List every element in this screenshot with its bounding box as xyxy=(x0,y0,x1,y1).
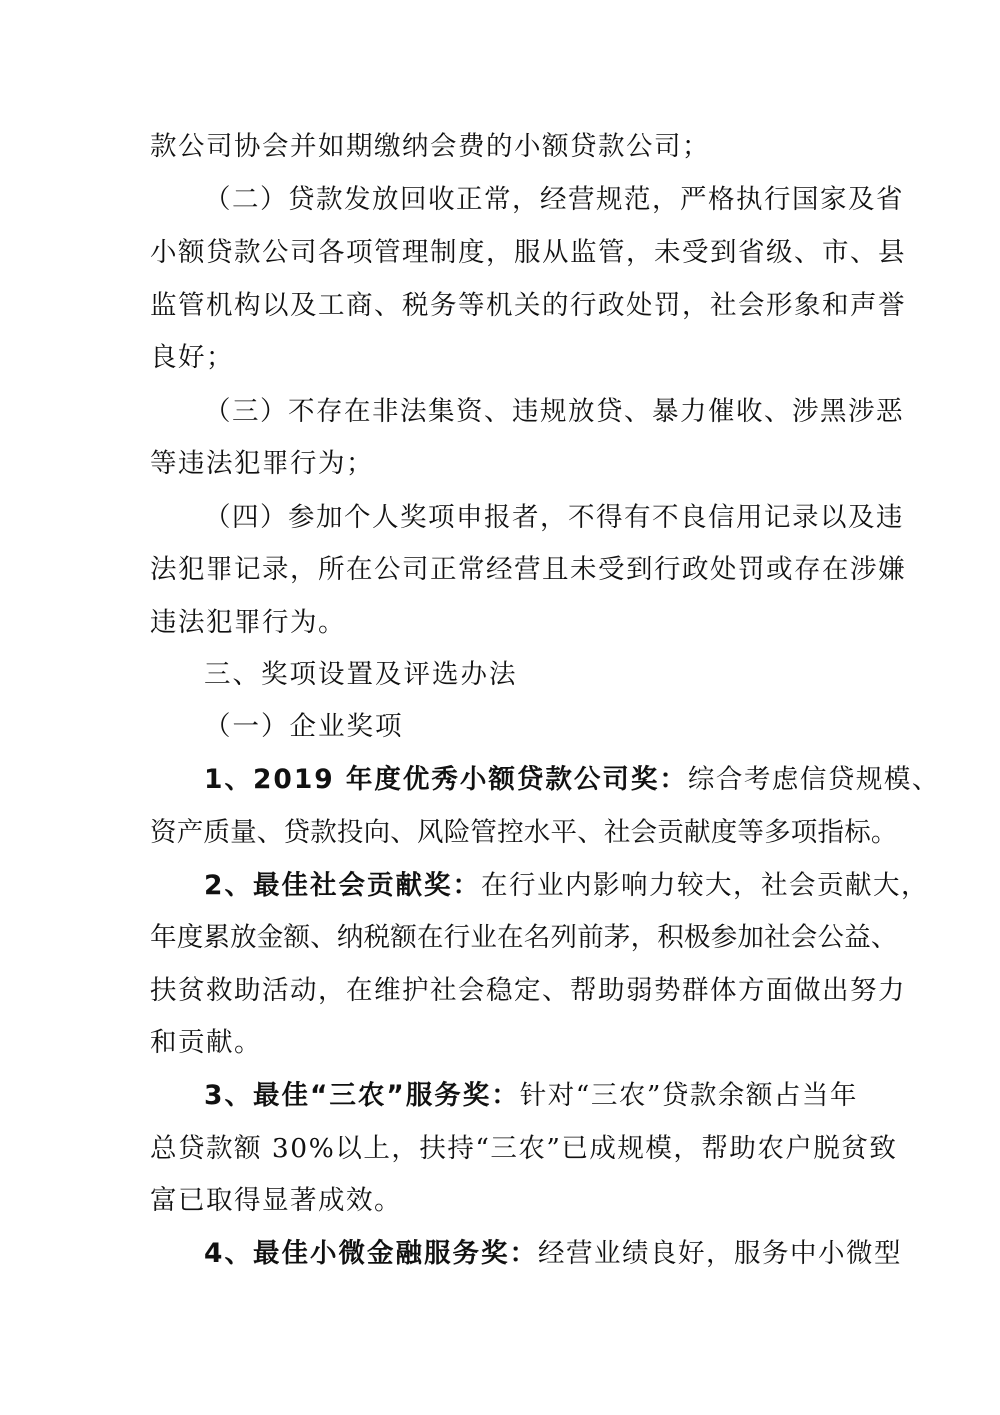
paragraph-line xyxy=(150,286,906,326)
line-text: 等违法犯罪行为； xyxy=(150,448,374,479)
line-text: 针对“三农”贷款余额占当年 xyxy=(519,1080,858,1111)
paragraph-line xyxy=(150,550,906,590)
line-text: 经营业绩良好，服务中小微型 xyxy=(537,1238,902,1269)
award-title: 3、最佳“三农”服务奖： xyxy=(204,1080,520,1111)
paragraph-line xyxy=(204,866,929,906)
heading-text: （一）企业奖项 xyxy=(204,711,404,742)
line-text: 综合考虑信贷规模、 xyxy=(687,764,940,795)
line-text: （二）贷款发放回收正常，经营规范，严格执行国家及省 xyxy=(204,184,904,215)
line-text: （三）不存在非法集资、违规放贷、暴力催收、涉黑涉恶 xyxy=(204,396,904,427)
line-text: 富已取得显著成效。 xyxy=(150,1185,402,1216)
paragraph-line xyxy=(150,971,906,1011)
subsection-heading xyxy=(204,707,870,747)
line-text: 总贷款额 30%以上，扶持“三农”已成规模，帮助农户脱贫致 xyxy=(150,1133,898,1164)
line-text: 年度累放金额、纳税额在行业在名列前茅，积极参加社会公益、 xyxy=(150,922,898,953)
award-title: 2、最佳社会贡献奖： xyxy=(204,870,481,901)
line-text: 款公司协会并如期缴纳会费的小额贷款公司； xyxy=(150,131,710,162)
paragraph-line xyxy=(150,813,898,853)
line-text: 监管机构以及工商、税务等机关的行政处罚，社会形象和声誉 xyxy=(150,290,906,321)
line-text: 扶贫救助活动，在维护社会稳定、帮助弱势群体方面做出努力 xyxy=(150,975,906,1006)
paragraph-line xyxy=(150,918,898,958)
heading-text: 三、奖项设置及评选办法 xyxy=(204,659,518,690)
paragraph-line xyxy=(150,1129,898,1169)
line-text: 和贡献。 xyxy=(150,1027,262,1058)
paragraph-line xyxy=(150,444,870,484)
line-text: 违法犯罪行为。 xyxy=(150,607,346,638)
line-text: 法犯罪记录，所在公司正常经营且未受到行政处罚或存在涉嫌 xyxy=(150,554,906,585)
paragraph-line xyxy=(204,760,940,800)
award-title: 4、最佳小微金融服务奖： xyxy=(204,1238,538,1269)
award-title: 1、2019 年度优秀小额贷款公司奖： xyxy=(204,764,688,795)
line-text: （四）参加个人奖项申报者，不得有不良信用记录以及违 xyxy=(204,502,904,533)
section-heading xyxy=(204,655,870,695)
paragraph-line xyxy=(150,127,870,167)
line-text: 良好； xyxy=(150,342,234,373)
paragraph-line xyxy=(204,392,904,432)
paragraph-line xyxy=(204,1076,870,1116)
paragraph-line xyxy=(150,233,906,273)
paragraph-line xyxy=(150,338,870,378)
paragraph-line xyxy=(204,180,904,220)
line-text: 在行业内影响力较大，社会贡献大， xyxy=(480,870,929,901)
paragraph-line xyxy=(150,1023,870,1063)
line-text: 资产质量、贷款投向、风险管控水平、社会贡献度等多项指标。 xyxy=(150,817,898,848)
paragraph-line xyxy=(150,603,870,643)
paragraph-line xyxy=(150,1181,870,1221)
paragraph-line xyxy=(204,498,904,538)
paragraph-line xyxy=(204,1234,902,1274)
line-text: 小额贷款公司各项管理制度，服从监管，未受到省级、市、县 xyxy=(150,237,906,268)
